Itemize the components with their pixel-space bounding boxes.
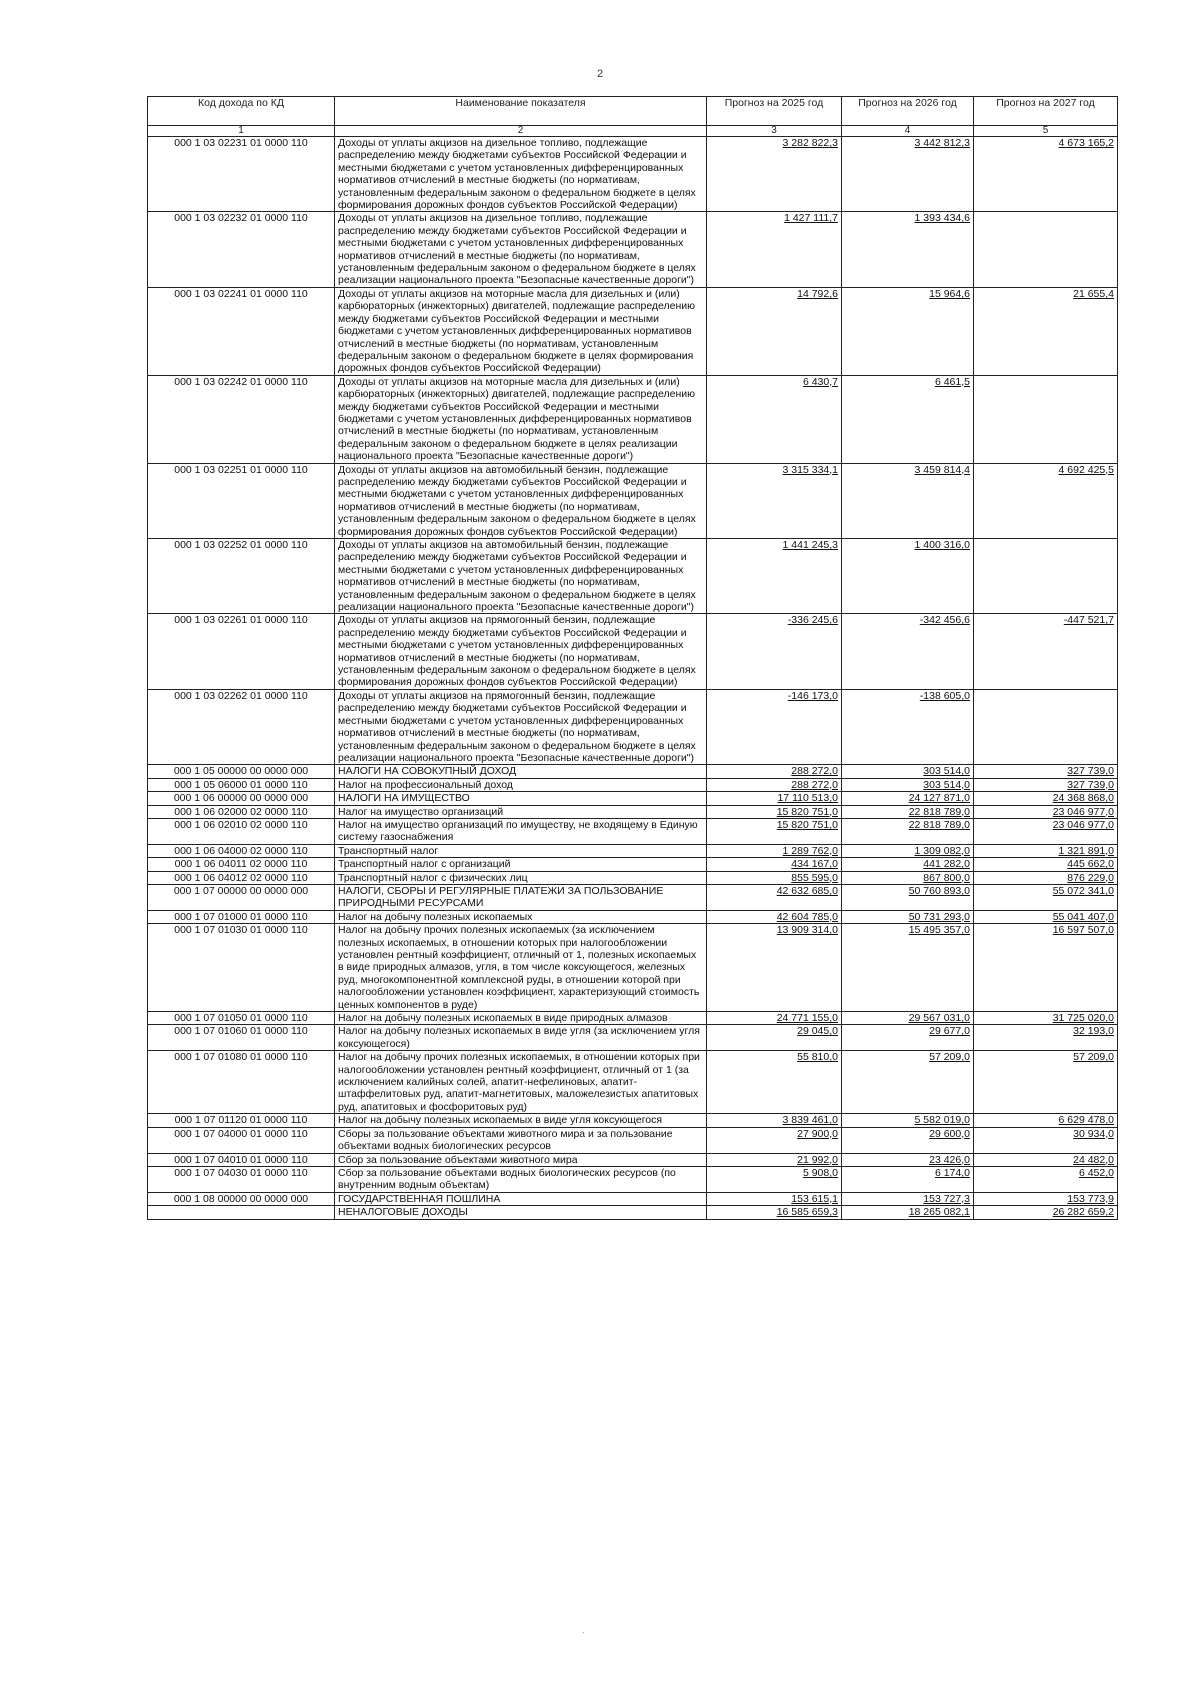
value-text: 15 964,6 — [929, 287, 970, 300]
row-value-2026 — [842, 871, 974, 884]
row-code: 000 1 07 01120 01 0000 110 — [148, 1114, 335, 1127]
row-value-2025 — [707, 1051, 842, 1114]
row-value-2026 — [842, 792, 974, 805]
table-row — [148, 805, 1118, 818]
value-text: 3 442 812,3 — [914, 137, 970, 149]
row-code: 000 1 03 02242 01 0000 110 — [148, 375, 335, 463]
value-text: 1 400 316,0 — [914, 539, 970, 551]
row-name: Налог на добычу полезных ископаемых — [335, 910, 707, 923]
table-row — [148, 375, 1118, 463]
row-code: 000 1 05 00000 00 0000 000 — [148, 765, 335, 778]
row-value-2027 — [974, 689, 1118, 764]
value-text: 3 315 334,1 — [782, 463, 838, 476]
row-value-2025 — [707, 463, 842, 538]
row-value-2026 — [842, 858, 974, 871]
row-name: Доходы от уплаты акцизов на прямогонный бензин, подлежащие распределению между бюджетами субъектов Российской Федерации и местными бюджетами с учетом установленных дифференцированных нормативов отчислений в местные бюджеты (по нормативам, установленным федеральным законом о федеральном бюджете в целях формирования дорожных фондов субъектов Российской Федерации) — [335, 614, 707, 689]
value-text: 55 041 407,0 — [1052, 910, 1114, 923]
row-value-2025 — [707, 1025, 842, 1051]
table-row — [148, 871, 1118, 884]
value-text: 434 167,0 — [791, 858, 838, 871]
table-row — [148, 1127, 1118, 1153]
value-text: 6 461,5 — [934, 375, 970, 388]
value-text: 23 426,0 — [929, 1153, 970, 1166]
table-row — [148, 818, 1118, 844]
row-value-2026 — [842, 689, 974, 764]
value-text: 23 046 977,0 — [1052, 805, 1114, 818]
row-value-2026 — [842, 287, 974, 375]
value-text: 153 615,1 — [791, 1192, 838, 1205]
value-text: 29 600,0 — [929, 1127, 970, 1140]
column-number-row — [148, 126, 1118, 137]
row-name: Налог на добычу полезных ископаемых в виде угля коксующегося — [335, 1114, 707, 1127]
value-text: 3 459 814,4 — [914, 463, 970, 476]
row-name: Сбор за пользование объектами водных биологических ресурсов (по внутренним водным объектам) — [335, 1166, 707, 1192]
row-value-2025 — [707, 1206, 842, 1219]
value-text: 15 820 751,0 — [776, 805, 838, 818]
column-number: 5 — [974, 126, 1118, 137]
revenue-forecast-table — [147, 96, 1118, 1220]
row-code: 000 1 06 00000 00 0000 000 — [148, 792, 335, 805]
value-text: 1 427 111,7 — [784, 212, 838, 225]
row-value-2026 — [842, 1127, 974, 1153]
row-value-2027 — [974, 871, 1118, 884]
row-name: Транспортный налог с физических лиц — [335, 871, 707, 884]
row-value-2027 — [974, 924, 1118, 1012]
value-text: 441 282,0 — [923, 858, 970, 871]
row-value-2025 — [707, 137, 842, 212]
value-text: 32 193,0 — [1073, 1025, 1114, 1038]
page-number: 2 — [596, 68, 604, 80]
value-text: 6 174,0 — [934, 1166, 970, 1179]
row-code: 000 1 07 01000 01 0000 110 — [148, 910, 335, 923]
row-code: 000 1 06 04011 02 0000 110 — [148, 858, 335, 871]
value-text: 24 482,0 — [1073, 1153, 1114, 1166]
table-row — [148, 1025, 1118, 1051]
value-text: -447 521,7 — [1063, 614, 1114, 627]
table-row — [148, 1114, 1118, 1127]
row-value-2026 — [842, 910, 974, 923]
row-value-2025 — [707, 689, 842, 764]
row-code: 000 1 07 04010 01 0000 110 — [148, 1153, 335, 1166]
row-value-2026 — [842, 1114, 974, 1127]
value-text: 16 597 507,0 — [1052, 924, 1114, 937]
table-body — [148, 137, 1118, 1220]
row-name: НЕНАЛОГОВЫЕ ДОХОДЫ — [335, 1206, 707, 1219]
row-value-2025 — [707, 765, 842, 778]
row-value-2027 — [974, 884, 1118, 910]
value-text: 57 209,0 — [1073, 1051, 1114, 1064]
row-value-2026 — [842, 375, 974, 463]
value-text: 29 677,0 — [929, 1025, 970, 1038]
row-value-2027 — [974, 818, 1118, 844]
row-value-2027 — [974, 1012, 1118, 1025]
value-text: 15 820 751,0 — [776, 818, 838, 831]
value-text: 1 309 082,0 — [914, 844, 970, 857]
value-text: -336 245,6 — [787, 614, 838, 627]
row-name: Налог на добычу прочих полезных ископаемых, в отношении которых при налогообложении установлен рентный коэффициент, отличный от 1 (за исключением калийных солей, апатит-нефелиновых, апатит-штаффелитовых руд, апатит-магнетитовых, маложелезистых апатитовых руд, апатитовых и фосфоритовых руд) — [335, 1051, 707, 1114]
header-name: Наименование показателя — [335, 97, 707, 126]
value-text: 4 692 425,5 — [1058, 463, 1114, 476]
row-value-2026 — [842, 884, 974, 910]
table-row — [148, 924, 1118, 1012]
row-name: Сбор за пользование объектами животного мира — [335, 1153, 707, 1166]
table-row — [148, 614, 1118, 689]
row-value-2026 — [842, 805, 974, 818]
row-value-2027 — [974, 137, 1118, 212]
value-text: 1 393 434,6 — [914, 212, 970, 225]
row-code: 000 1 03 02261 01 0000 110 — [148, 614, 335, 689]
row-name: Налог на добычу полезных ископаемых в виде угля (за исключением угля коксующегося) — [335, 1025, 707, 1051]
value-text: 21 992,0 — [797, 1153, 838, 1166]
value-text: 5 582 019,0 — [914, 1114, 970, 1127]
row-code: 000 1 07 01060 01 0000 110 — [148, 1025, 335, 1051]
row-value-2025 — [707, 1114, 842, 1127]
row-code: 000 1 07 01080 01 0000 110 — [148, 1051, 335, 1114]
row-value-2026 — [842, 765, 974, 778]
value-text: 18 265 082,1 — [908, 1206, 970, 1219]
table-header-row — [148, 97, 1118, 126]
row-value-2026 — [842, 1012, 974, 1025]
value-text: 16 585 659,3 — [776, 1206, 838, 1219]
row-code: 000 1 07 00000 00 0000 000 — [148, 884, 335, 910]
row-name: Налог на имущество организаций — [335, 805, 707, 818]
row-value-2026 — [842, 1153, 974, 1166]
value-text: 50 760 893,0 — [908, 884, 970, 897]
row-name: Доходы от уплаты акцизов на дизельное топливо, подлежащие распределению между бюджетами субъектов Российской Федерации и местными бюджетами с учетом установленных дифференцированных нормативов отчислений в местные бюджеты (по нормативам, установленным федеральным законом о федеральном бюджете в целях формирования дорожных фондов субъектов Российской Федерации) — [335, 137, 707, 212]
value-text: 153 727,3 — [923, 1192, 970, 1205]
value-text: 288 272,0 — [791, 765, 838, 778]
row-value-2025 — [707, 1192, 842, 1205]
row-code: 000 1 03 02232 01 0000 110 — [148, 212, 335, 287]
value-text: 855 595,0 — [791, 871, 838, 884]
value-text: 17 110 513,0 — [777, 792, 838, 805]
row-code: 000 1 05 06000 01 0000 110 — [148, 778, 335, 791]
column-number: 2 — [335, 126, 707, 137]
value-text: -138 605,0 — [919, 689, 970, 702]
row-name: Сборы за пользование объектами животного мира и за пользование объектами водных биологических ресурсов — [335, 1127, 707, 1153]
row-value-2027 — [974, 778, 1118, 791]
row-code: 000 1 07 04030 01 0000 110 — [148, 1166, 335, 1192]
row-name: Доходы от уплаты акцизов на автомобильный бензин, подлежащие распределению между бюджетами субъектов Российской Федерации и местными бюджетами с учетом установленных дифференцированных нормативов отчислений в местные бюджеты (по нормативам, установленным федеральным законом о федеральном бюджете в целях реализации национального проекта "Безопасные качественные дороги") — [335, 539, 707, 614]
row-value-2025 — [707, 1127, 842, 1153]
value-text: 24 368 868,0 — [1052, 792, 1114, 805]
value-text: 867 800,0 — [923, 871, 970, 884]
row-value-2026 — [842, 844, 974, 857]
value-text: 3 839 461,0 — [782, 1114, 838, 1127]
row-value-2026 — [842, 614, 974, 689]
row-name: ГОСУДАРСТВЕННАЯ ПОШЛИНА — [335, 1192, 707, 1205]
row-code: 000 1 07 04000 01 0000 110 — [148, 1127, 335, 1153]
row-value-2027 — [974, 765, 1118, 778]
value-text: 303 514,0 — [923, 778, 970, 791]
value-text: 876 229,0 — [1067, 871, 1114, 884]
row-name: Доходы от уплаты акцизов на автомобильный бензин, подлежащие распределению между бюджетами субъектов Российской Федерации и местными бюджетами с учетом установленных дифференцированных нормативов отчислений в местные бюджеты (по нормативам, установленным федеральным законом о федеральном бюджете в целях формирования дорожных фондов субъектов Российской Федерации) — [335, 463, 707, 538]
row-name: Доходы от уплаты акцизов на дизельное топливо, подлежащие распределению между бюджетами субъектов Российской Федерации и местными бюджетами с учетом установленных дифференцированных нормативов отчислений в местные бюджеты (по нормативам, установленным федеральным законом о федеральном бюджете в целях реализации национального проекта "Безопасные качественные дороги") — [335, 212, 707, 287]
row-value-2025 — [707, 818, 842, 844]
row-value-2026 — [842, 1192, 974, 1205]
table-row — [148, 287, 1118, 375]
row-value-2027 — [974, 792, 1118, 805]
row-value-2027 — [974, 463, 1118, 538]
row-name: Налог на добычу прочих полезных ископаемых (за исключением полезных ископаемых, в отношении которых при налогообложении установлен рентный коэффициент, отличный от 1, полезных ископаемых в виде природных алмазов, угля, в том числе коксующегося, железных руд, многокомпонентной комплексной руды, в отношении которой при налогообложении установлен коэффициент, характеризующий стоимость ценных компонентов в руде) — [335, 924, 707, 1012]
row-name: Доходы от уплаты акцизов на прямогонный бензин, подлежащие распределению между бюджетами субъектов Российской Федерации и местными бюджетами с учетом установленных дифференцированных нормативов отчислений в местные бюджеты (по нормативам, установленным федеральным законом о федеральном бюджете в целях реализации национального проекта "Безопасные качественные дороги") — [335, 689, 707, 764]
table-row — [148, 1206, 1118, 1219]
value-text: 153 773,9 — [1067, 1192, 1114, 1205]
row-code: 000 1 06 02000 02 0000 110 — [148, 805, 335, 818]
row-name: Транспортный налог — [335, 844, 707, 857]
row-value-2026 — [842, 778, 974, 791]
value-text: 57 209,0 — [929, 1051, 970, 1064]
row-value-2025 — [707, 884, 842, 910]
row-value-2025 — [707, 778, 842, 791]
value-text: 42 632 685,0 — [776, 884, 838, 897]
value-text: 3 282 822,3 — [782, 137, 838, 149]
row-value-2025 — [707, 539, 842, 614]
table-row — [148, 1051, 1118, 1114]
header-2027: Прогноз на 2027 год — [974, 97, 1118, 126]
row-name: Налог на добычу полезных ископаемых в виде природных алмазов — [335, 1012, 707, 1025]
value-text: 4 673 165,2 — [1058, 137, 1114, 149]
row-value-2027 — [974, 1192, 1118, 1205]
table-row — [148, 765, 1118, 778]
table-row — [148, 463, 1118, 538]
value-text: 55 810,0 — [797, 1051, 838, 1064]
table-row — [148, 1166, 1118, 1192]
row-value-2027 — [974, 375, 1118, 463]
column-number: 1 — [148, 126, 335, 137]
table-row — [148, 792, 1118, 805]
row-value-2027 — [974, 212, 1118, 287]
column-number: 3 — [707, 126, 842, 137]
row-value-2025 — [707, 924, 842, 1012]
value-text: -146 173,0 — [787, 689, 838, 702]
table-row — [148, 539, 1118, 614]
row-value-2025 — [707, 792, 842, 805]
row-code: 000 1 03 02241 01 0000 110 — [148, 287, 335, 375]
row-code — [148, 1206, 335, 1219]
row-value-2025 — [707, 910, 842, 923]
row-value-2027 — [974, 858, 1118, 871]
column-number: 4 — [842, 126, 974, 137]
row-value-2027 — [974, 910, 1118, 923]
table-row — [148, 1192, 1118, 1205]
row-value-2026 — [842, 137, 974, 212]
row-value-2026 — [842, 1051, 974, 1114]
table-row — [148, 137, 1118, 212]
row-value-2027 — [974, 1051, 1118, 1114]
header-2026: Прогноз на 2026 год — [842, 97, 974, 126]
row-value-2027 — [974, 844, 1118, 857]
row-value-2025 — [707, 1012, 842, 1025]
row-value-2027 — [974, 1206, 1118, 1219]
row-value-2026 — [842, 463, 974, 538]
value-text: 303 514,0 — [923, 765, 970, 778]
table-row — [148, 844, 1118, 857]
row-code: 000 1 06 02010 02 0000 110 — [148, 818, 335, 844]
row-name: Налог на имущество организаций по имуществу, не входящему в Единую систему газоснабжения — [335, 818, 707, 844]
value-text: 27 900,0 — [797, 1127, 838, 1140]
value-text: 29 567 031,0 — [908, 1012, 970, 1025]
row-value-2026 — [842, 924, 974, 1012]
row-value-2027 — [974, 1114, 1118, 1127]
row-value-2025 — [707, 1153, 842, 1166]
row-code: 000 1 03 02252 01 0000 110 — [148, 539, 335, 614]
value-text: 26 282 659,2 — [1052, 1206, 1114, 1219]
value-text: 24 771 155,0 — [776, 1012, 838, 1025]
table-row — [148, 1153, 1118, 1166]
value-text: 5 908,0 — [802, 1166, 838, 1179]
table-row — [148, 910, 1118, 923]
value-text: 21 655,4 — [1073, 287, 1114, 300]
table-row — [148, 858, 1118, 871]
table-row — [148, 212, 1118, 287]
row-code: 000 1 03 02262 01 0000 110 — [148, 689, 335, 764]
row-value-2027 — [974, 539, 1118, 614]
value-text: 1 289 762,0 — [782, 844, 838, 857]
row-value-2026 — [842, 1206, 974, 1219]
row-name: Транспортный налог с организаций — [335, 858, 707, 871]
row-code: 000 1 03 02251 01 0000 110 — [148, 463, 335, 538]
row-value-2027 — [974, 805, 1118, 818]
row-code: 000 1 06 04012 02 0000 110 — [148, 871, 335, 884]
row-value-2026 — [842, 1166, 974, 1192]
value-text: 30 934,0 — [1073, 1127, 1114, 1140]
row-value-2025 — [707, 614, 842, 689]
row-code: 000 1 03 02231 01 0000 110 — [148, 137, 335, 212]
row-value-2026 — [842, 212, 974, 287]
row-value-2025 — [707, 212, 842, 287]
value-text: 42 604 785,0 — [776, 910, 838, 923]
row-name: Доходы от уплаты акцизов на моторные масла для дизельных и (или) карбюраторных (инжекторных) двигателей, подлежащие распределению между бюджетами субъектов Российской Федерации и местными бюджетами с учетом установленных дифференцированных нормативов отчислений в местные бюджеты (по нормативам, установленным федеральным законом о федеральном бюджете в целях формирования дорожных фондов субъектов Российской Федерации) — [335, 287, 707, 375]
header-2025: Прогноз на 2025 год — [707, 97, 842, 126]
header-code: Код дохода по КД — [148, 97, 335, 126]
row-value-2027 — [974, 1025, 1118, 1051]
row-value-2027 — [974, 287, 1118, 375]
table-row — [148, 689, 1118, 764]
value-text: 15 495 357,0 — [908, 924, 970, 937]
row-value-2025 — [707, 844, 842, 857]
row-name: НАЛОГИ, СБОРЫ И РЕГУЛЯРНЫЕ ПЛАТЕЖИ ЗА ПОЛЬЗОВАНИЕ ПРИРОДНЫМИ РЕСУРСАМИ — [335, 884, 707, 910]
row-code: 000 1 07 01050 01 0000 110 — [148, 1012, 335, 1025]
row-name: НАЛОГИ НА ИМУЩЕСТВО — [335, 792, 707, 805]
row-code: 000 1 06 04000 02 0000 110 — [148, 844, 335, 857]
value-text: 22 818 789,0 — [908, 818, 970, 831]
row-value-2025 — [707, 287, 842, 375]
row-value-2025 — [707, 375, 842, 463]
row-value-2027 — [974, 1153, 1118, 1166]
row-value-2027 — [974, 614, 1118, 689]
value-text: 1 321 891,0 — [1058, 844, 1114, 857]
value-text: -342 456,6 — [919, 614, 970, 627]
value-text: 14 792,6 — [797, 287, 838, 300]
value-text: 327 739,0 — [1067, 765, 1114, 778]
row-value-2025 — [707, 858, 842, 871]
value-text: 445 662,0 — [1067, 858, 1114, 871]
value-text: 6 629 478,0 — [1058, 1114, 1114, 1127]
row-value-2025 — [707, 871, 842, 884]
row-name: Доходы от уплаты акцизов на моторные масла для дизельных и (или) карбюраторных (инжекторных) двигателей, подлежащие распределению между бюджетами субъектов Российской Федерации и местными бюджетами с учетом установленных дифференцированных нормативов отчислений в местные бюджеты (по нормативам, установленным федеральным законом о федеральном бюджете в целях реализации национального проекта "Безопасные качественные дороги") — [335, 375, 707, 463]
row-value-2026 — [842, 1025, 974, 1051]
value-text: 6 452,0 — [1078, 1166, 1114, 1179]
value-text: 6 430,7 — [802, 375, 838, 388]
table-row — [148, 1012, 1118, 1025]
row-value-2026 — [842, 818, 974, 844]
row-name: НАЛОГИ НА СОВОКУПНЫЙ ДОХОД — [335, 765, 707, 778]
row-name: Налог на профессиональный доход — [335, 778, 707, 791]
row-value-2027 — [974, 1127, 1118, 1153]
value-text: 29 045,0 — [797, 1025, 838, 1038]
value-text: 24 127 871,0 — [908, 792, 970, 805]
row-value-2025 — [707, 805, 842, 818]
row-code: 000 1 07 01030 01 0000 110 — [148, 924, 335, 1012]
value-text: 23 046 977,0 — [1052, 818, 1114, 831]
table-row — [148, 884, 1118, 910]
row-code: 000 1 08 00000 00 0000 000 — [148, 1192, 335, 1205]
value-text: 50 731 293,0 — [908, 910, 970, 923]
row-value-2027 — [974, 1166, 1118, 1192]
row-value-2025 — [707, 1166, 842, 1192]
value-text: 1 441 245,3 — [782, 539, 838, 551]
row-value-2026 — [842, 539, 974, 614]
scan-mark: · — [582, 1628, 585, 1637]
value-text: 55 072 341,0 — [1052, 884, 1114, 897]
table-row — [148, 778, 1118, 791]
value-text: 13 909 314,0 — [776, 924, 838, 937]
value-text: 22 818 789,0 — [908, 805, 970, 818]
value-text: 288 272,0 — [791, 778, 838, 791]
value-text: 31 725 020,0 — [1052, 1012, 1114, 1025]
value-text: 327 739,0 — [1067, 778, 1114, 791]
